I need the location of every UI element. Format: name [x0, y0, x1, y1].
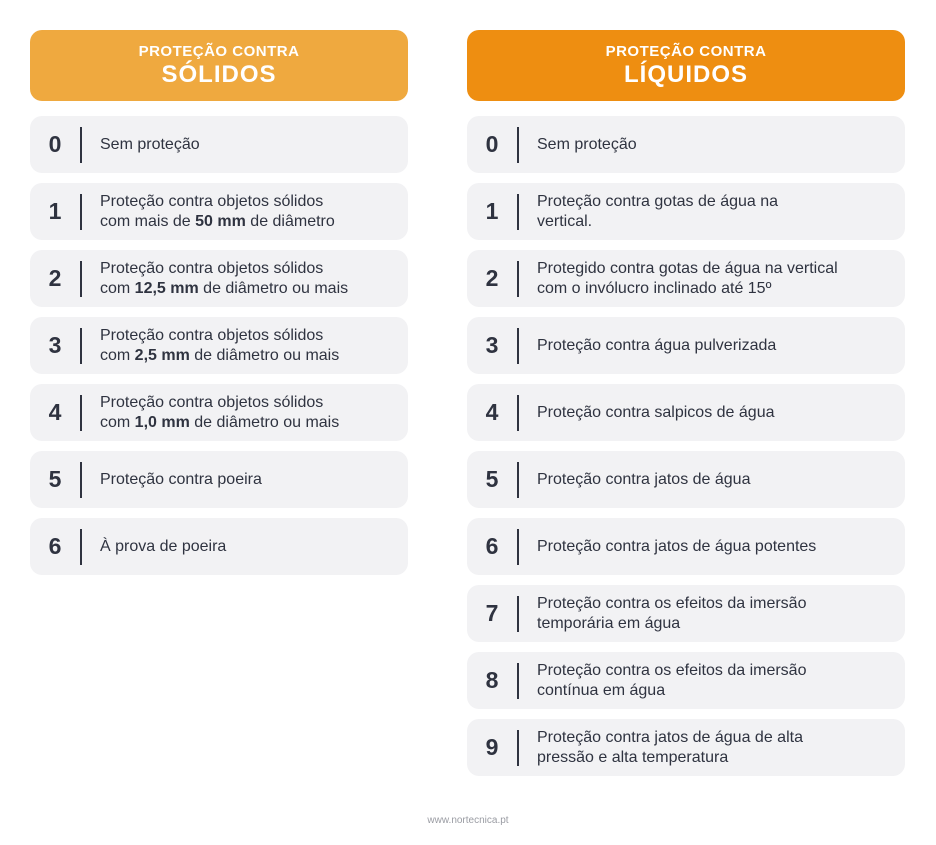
solids-row	[30, 183, 408, 240]
level-number: 2	[485, 265, 499, 291]
description-bold-value: 1,0 mm	[134, 413, 190, 431]
description-line1: Proteção contra objetos sólidos	[100, 259, 324, 277]
level-description	[82, 259, 356, 299]
description-line2-end: de diâmetro	[245, 212, 335, 230]
description-line1: Proteção contra objetos sólidos	[100, 393, 324, 411]
level-description	[519, 470, 758, 490]
liquids-row	[467, 250, 905, 307]
description-line2: temporária em água	[537, 614, 681, 632]
description-line2-end: de diâmetro ou mais	[189, 346, 340, 364]
description-bold-value: 50 mm	[195, 212, 246, 230]
liquids-row	[467, 719, 905, 776]
level-description	[82, 135, 208, 155]
solids-column	[30, 30, 408, 585]
description-line1: Protegido contra gotas de água na vertical	[537, 259, 838, 277]
liquids-row	[467, 183, 905, 240]
description-line1: Sem proteção	[537, 135, 637, 153]
description-line1: Proteção contra gotas de água na	[537, 192, 779, 210]
description-line1: À prova de poeira	[100, 537, 227, 555]
description-bold-value: 12,5 mm	[134, 279, 199, 297]
level-description	[519, 661, 814, 701]
level-description	[519, 192, 786, 232]
liquids-row	[467, 518, 905, 575]
level-description	[519, 537, 824, 557]
description-line2: pressão e alta temperatura	[537, 748, 729, 766]
liquids-row	[467, 451, 905, 508]
level-number: 1	[485, 198, 499, 224]
level-description	[519, 259, 846, 299]
solids-row	[30, 250, 408, 307]
solids-header-sub: PROTEÇÃO CONTRA	[138, 43, 300, 60]
liquids-header	[467, 30, 905, 101]
description-line2: com	[100, 346, 135, 364]
description-line1: Proteção contra os efeitos da imersão	[537, 594, 807, 612]
level-number: 0	[485, 131, 499, 157]
description-line1: Proteção contra água pulverizada	[537, 336, 777, 354]
description-line1: Proteção contra objetos sólidos	[100, 192, 324, 210]
liquids-row	[467, 317, 905, 374]
level-number: 4	[485, 399, 499, 425]
level-number: 3	[48, 332, 62, 358]
description-bold-value: 2,5 mm	[134, 346, 190, 364]
liquids-row	[467, 585, 905, 642]
level-description	[82, 326, 347, 366]
description-line2: contínua em água	[537, 681, 666, 699]
level-description	[82, 393, 347, 433]
description-line2: com	[100, 279, 135, 297]
level-number: 7	[485, 600, 499, 626]
description-line1: Proteção contra jatos de água potentes	[537, 537, 817, 555]
description-line2: vertical.	[537, 212, 593, 230]
liquids-column	[467, 30, 905, 786]
solids-header	[30, 30, 408, 101]
level-description	[519, 336, 784, 356]
level-description	[519, 728, 811, 768]
level-number: 5	[48, 466, 62, 492]
level-number: 2	[48, 265, 62, 291]
level-description	[519, 594, 814, 634]
level-description	[519, 135, 645, 155]
solids-row	[30, 317, 408, 374]
description-line2: com	[100, 413, 135, 431]
level-number: 6	[485, 533, 499, 559]
level-number: 3	[485, 332, 499, 358]
description-line1: Proteção contra salpicos de água	[537, 403, 775, 421]
liquids-row	[467, 384, 905, 441]
level-number: 8	[485, 667, 499, 693]
footer-url: www.nortecnica.pt	[427, 815, 509, 826]
description-line2: com o invólucro inclinado até 15º	[537, 279, 772, 297]
solids-row	[30, 451, 408, 508]
liquids-row	[467, 652, 905, 709]
level-number: 1	[48, 198, 62, 224]
description-line2-end: de diâmetro ou mais	[198, 279, 349, 297]
liquids-row	[467, 116, 905, 173]
description-line2-end: de diâmetro ou mais	[189, 413, 340, 431]
level-description	[519, 403, 782, 423]
description-line1: Proteção contra jatos de água de alta	[537, 728, 803, 746]
description-line1: Proteção contra poeira	[100, 470, 262, 488]
description-line1: Proteção contra os efeitos da imersão	[537, 661, 807, 679]
description-line1: Proteção contra objetos sólidos	[100, 326, 324, 344]
level-number: 6	[48, 533, 62, 559]
liquids-header-title: LÍQUIDOS	[623, 61, 748, 88]
solids-header-title: SÓLIDOS	[161, 61, 277, 88]
level-description	[82, 470, 270, 490]
level-description	[82, 192, 343, 232]
description-line1: Proteção contra jatos de água	[537, 470, 751, 488]
level-number: 9	[485, 734, 499, 760]
level-description	[82, 537, 234, 557]
liquids-header-sub: PROTEÇÃO CONTRA	[605, 43, 767, 60]
level-number: 4	[48, 399, 62, 425]
solids-row	[30, 116, 408, 173]
solids-row	[30, 518, 408, 575]
description-line2: com mais de	[100, 212, 196, 230]
solids-row	[30, 384, 408, 441]
level-number: 5	[485, 466, 499, 492]
description-line1: Sem proteção	[100, 135, 200, 153]
level-number: 0	[48, 131, 62, 157]
